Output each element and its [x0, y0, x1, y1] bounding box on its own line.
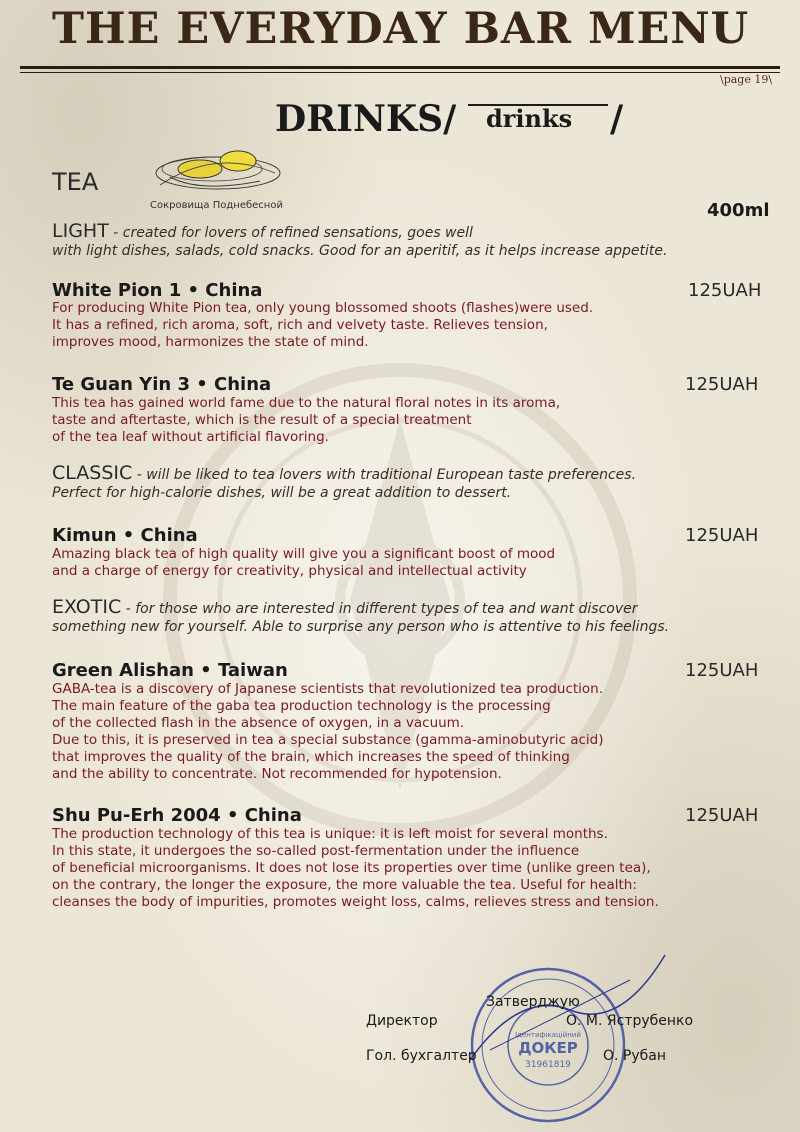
menu-item-description [52, 681, 712, 783]
category-title: TEA [52, 168, 99, 196]
description-line: on the contrary, the longer the exposure, the more valuable the tea. Useful for health: [52, 877, 637, 893]
description-line: The main feature of the gaba tea production technology is the processing [52, 698, 551, 714]
menu-item-price: 125UAH [685, 374, 759, 395]
section-heading: DRINKS/ [275, 98, 457, 140]
tea-cup-logo-icon [140, 143, 290, 199]
description-line: and the ability to concentrate. Not recommended for hypotension. [52, 766, 502, 782]
menu-item-price: 125UAH [685, 660, 759, 681]
menu-item-description [52, 300, 712, 351]
description-line: of the collected flash in the absence of oxygen, in a vacuum. [52, 715, 465, 731]
stamp-center-text: ДОКЕР [518, 1039, 578, 1057]
description-line: Due to this, it is preserved in tea a special substance (gamma-aminobutyric acid) [52, 732, 604, 748]
section-label: EXOTIC [52, 596, 122, 618]
description-line: of beneficial microorganisms. It does not lose its properties over time (unlike green tea), [52, 860, 651, 876]
menu-item-description [52, 546, 712, 580]
menu-item-name: Kimun • China [52, 525, 198, 546]
section-text-line2: something new for yourself. Able to surprise any person who is attentive to his feelings. [52, 619, 670, 635]
menu-item-price: 125UAH [685, 805, 759, 826]
menu-item-description [52, 826, 712, 911]
description-line: The production technology of this tea is unique: it is left moist for several months. [52, 826, 608, 842]
section-text-line2: Perfect for high-calorie dishes, will be a great addition to dessert. [52, 485, 512, 501]
menu-item-name: White Pion 1 • China [52, 280, 263, 301]
section-text: - created for lovers of refined sensations, goes well [108, 225, 473, 241]
description-line: For producing White Pion tea, only young blossomed shoots (flashes)were used. [52, 300, 594, 316]
stamp-id-text: Ідентифікаційний [515, 1031, 581, 1039]
heading-slash: / [610, 98, 624, 140]
description-line: cleanses the body of impurities, promotes weight loss, calms, relieves stress and tension. [52, 894, 659, 910]
menu-item-name: Te Guan Yin 3 • China [52, 374, 272, 395]
menu-item-price: 125UAH [688, 280, 762, 301]
menu-item-price: 125UAH [685, 525, 759, 546]
description-line: of the tea leaf without artificial flavoring. [52, 429, 329, 445]
section-exotic [52, 598, 742, 636]
description-line: improves mood, harmonizes the state of mind. [52, 334, 369, 350]
description-line: It has a refined, rich aroma, soft, rich and velvety taste. Relieves tension, [52, 317, 548, 333]
page-number: \page 19\ [720, 73, 773, 86]
description-line: This tea has gained world fame due to the natural floral notes in its aroma, [52, 395, 561, 411]
logo-caption: Сокровища Поднебесной [150, 200, 283, 211]
director-name: О. М. Яструбенко [566, 1013, 694, 1029]
accountant-label: Гол. бухгалтер [366, 1048, 477, 1064]
director-label: Директор [366, 1013, 438, 1029]
description-line: taste and aftertaste, which is the result of a special treatment [52, 412, 472, 428]
approved-label: Затверджую [486, 994, 580, 1010]
menu-item-description [52, 395, 712, 446]
section-text: - will be liked to tea lovers with traditional European taste preferences. [132, 467, 637, 483]
menu-item-name: Shu Pu-Erh 2004 • China [52, 805, 302, 826]
description-line: and a charge of energy for creativity, physical and intellectual activity [52, 563, 527, 579]
description-line: In this state, it undergoes the so-called post-fermentation under the influence [52, 843, 580, 859]
section-text-line2: with light dishes, salads, cold snacks. Good for an aperitif, as it helps increase appetite. [52, 243, 668, 259]
menu-title: THE EVERYDAY BAR MENU [52, 4, 750, 54]
menu-item-name: Green Alishan • Taiwan [52, 660, 288, 681]
description-line: GABA-tea is a discovery of Japanese scientists that revolutionized tea production. [52, 681, 604, 697]
section-text: - for those who are interested in different types of tea and want discover [121, 601, 638, 617]
title-rule-thin [20, 72, 780, 73]
volume-label: 400ml [707, 200, 770, 221]
section-label: CLASSIC [52, 462, 133, 484]
title-rule [20, 66, 780, 69]
description-line: Amazing black tea of high quality will give you a significant boost of mood [52, 546, 556, 562]
section-light [52, 222, 742, 260]
section-label: LIGHT [52, 220, 109, 242]
accountant-name: О. Рубан [603, 1048, 667, 1064]
section-subheading: drinks [486, 104, 573, 133]
section-classic [52, 464, 742, 502]
description-line: that improves the quality of the brain, which increases the speed of thinking [52, 749, 570, 765]
stamp-code-text: 31961819 [525, 1060, 571, 1070]
